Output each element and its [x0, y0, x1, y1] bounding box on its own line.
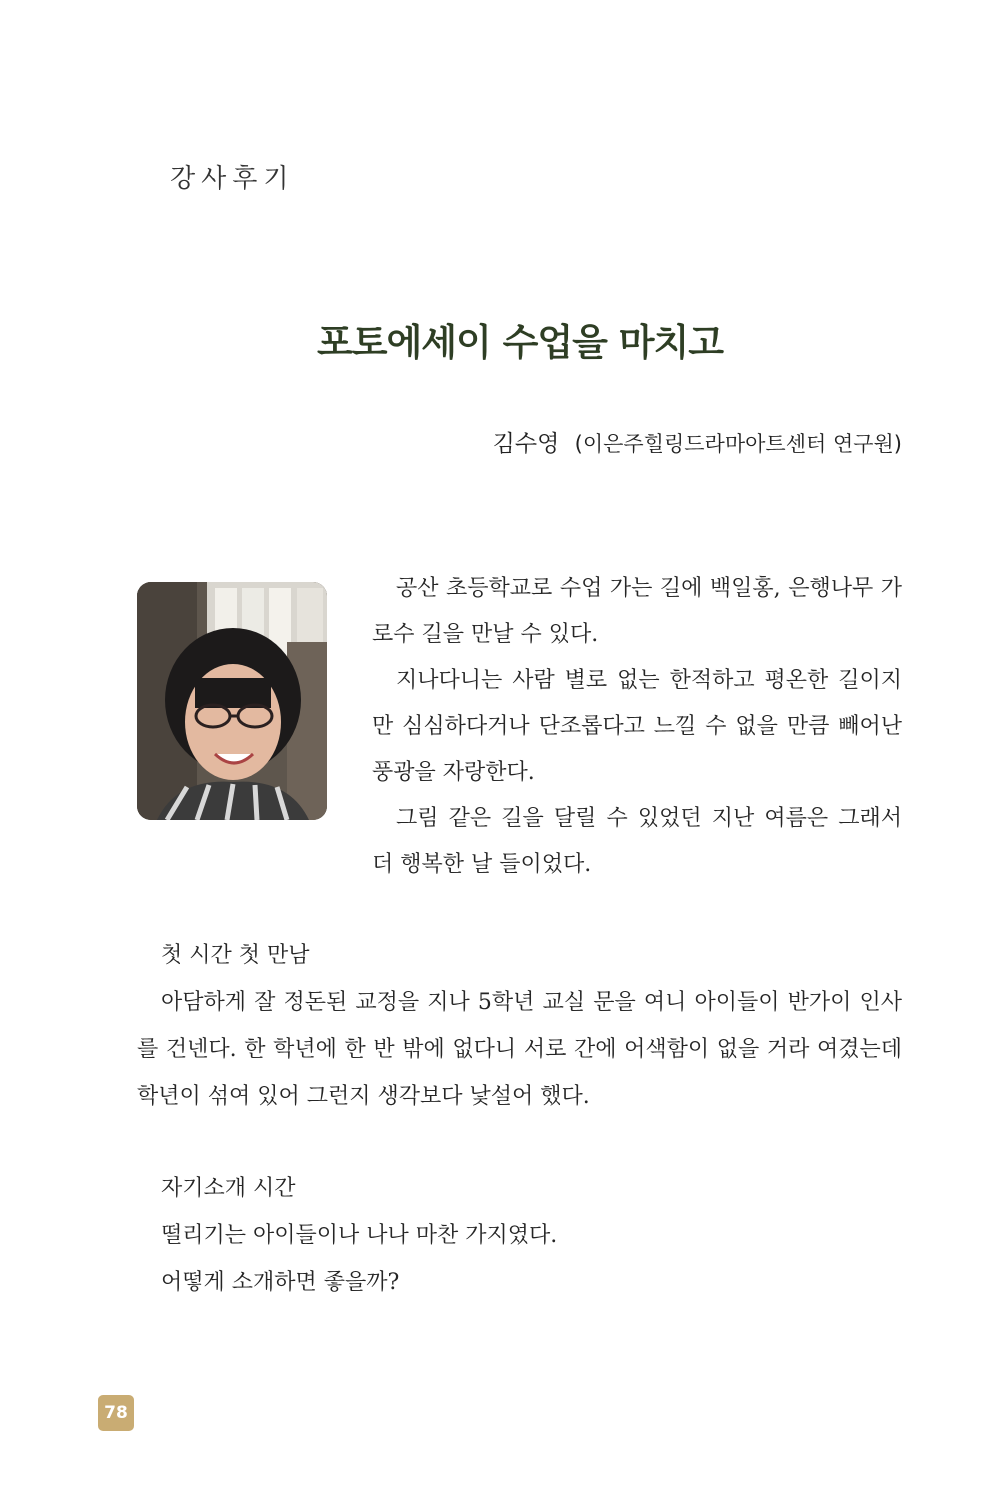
- intro-text: [372, 566, 902, 888]
- article-title: 포토에세이 수업을 마치고: [317, 321, 723, 364]
- body-paragraph: 아담하게 잘 정돈된 교정을 지나 5학년 교실 문을 여니 아이들이 반가이 인사를 건넨다. 한 학년에 한 반 밖에 없다니 서로 간에 어색함이 없을 거라 여겼는데 학년이 섞여 있어 그런지 생각보다 낯설어 했다.: [137, 990, 902, 1109]
- intro-paragraph: 그림 같은 길을 달릴 수 있었던 지난 여름은 그래서 더 행복한 날 들이었다.: [372, 806, 902, 877]
- page-number: 78: [98, 1395, 134, 1431]
- author-photo: [137, 582, 327, 820]
- author-affiliation: (이은주힐링드라마아트센터 연구원): [574, 432, 902, 456]
- intro-paragraph: 공산 초등학교로 수업 가는 길에 백일홍, 은행나무 가로수 길을 만날 수 있다.: [372, 576, 902, 647]
- intro-paragraph: 지나다니는 사람 별로 없는 한적하고 평온한 길이지만 심심하다거나 단조롭다고 느낄 수 없을 만큼 빼어난 풍광을 자랑한다.: [372, 668, 902, 785]
- section-heading: 자기소개 시간: [161, 1176, 296, 1201]
- section-self-introduction: [137, 1165, 902, 1306]
- body-line: 어떻게 소개하면 좋을까?: [161, 1270, 400, 1295]
- section-first-meeting: [137, 932, 902, 1120]
- section-heading: 첫 시간 첫 만남: [161, 943, 310, 968]
- body-line: 떨리기는 아이들이나 나나 마찬 가지였다.: [161, 1223, 558, 1248]
- author-name: 김수영: [492, 431, 560, 457]
- section-label: 강사후기: [170, 164, 295, 194]
- byline: [493, 425, 902, 458]
